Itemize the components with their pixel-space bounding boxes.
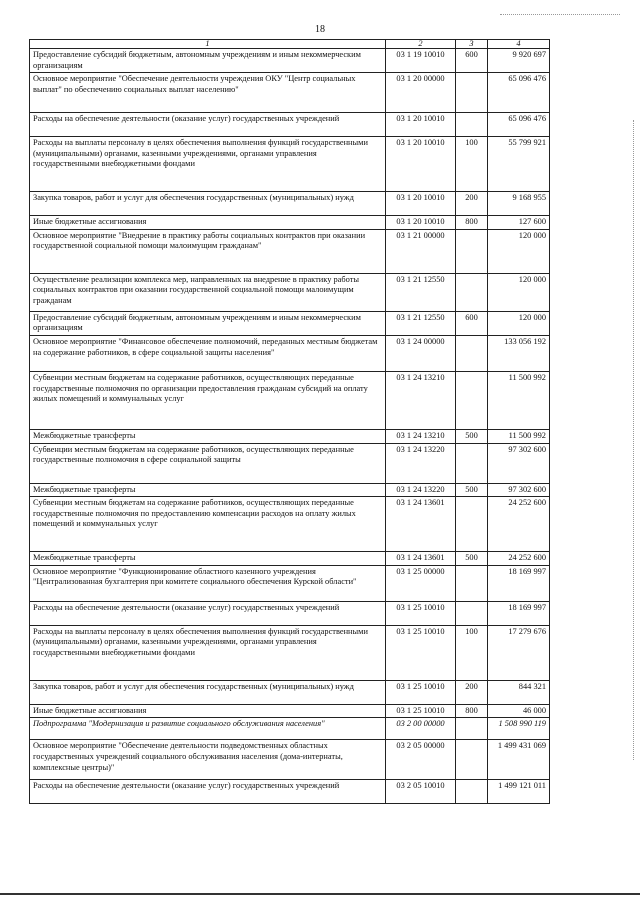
row-expense-type: 500	[456, 429, 488, 443]
scan-mark-side	[630, 120, 634, 760]
row-expense-type	[456, 371, 488, 429]
row-code: 03 1 20 10010	[386, 137, 456, 192]
table-row	[30, 552, 550, 566]
row-code: 03 1 25 10010	[386, 704, 456, 718]
row-amount: 46 000	[488, 704, 550, 718]
row-amount: 1 508 990 119	[488, 718, 550, 740]
table-row	[30, 565, 550, 601]
row-code: 03 1 24 13210	[386, 371, 456, 429]
row-expense-type	[456, 740, 488, 780]
row-code: 03 1 24 00000	[386, 335, 456, 371]
row-code: 03 1 20 10010	[386, 192, 456, 216]
row-code: 03 2 00 00000	[386, 718, 456, 740]
row-name: Основное мероприятие "Обеспечение деятельности подведомственных областных государственных учреждений социального обслуживания населения (дома-интернаты, комплексные центры)"	[30, 740, 386, 780]
row-name: Субвенции местным бюджетам на содержание работников, осуществляющих переданные государственные полномочия в сфере социальной защиты	[30, 443, 386, 483]
row-name: Субвенции местным бюджетам на содержание работников, осуществляющих переданные государственные полномочия по организации предоставления гражданам субсидий на оплату жилых помещений и коммунальных услуг	[30, 371, 386, 429]
row-name: Межбюджетные трансферты	[30, 483, 386, 497]
row-code: 03 1 21 12550	[386, 311, 456, 335]
table-row	[30, 216, 550, 230]
row-expense-type: 600	[456, 49, 488, 73]
table-row	[30, 335, 550, 371]
table-row	[30, 704, 550, 718]
row-amount: 24 252 600	[488, 552, 550, 566]
row-name: Основное мероприятие "Внедрение в практику работы социальных контрактов при оказании государственной социальной помощи малоимущим гражданам"	[30, 229, 386, 273]
row-expense-type: 100	[456, 625, 488, 680]
row-name: Осуществление реализации комплекса мер, направленных на внедрение в практику работы социальных контрактов при оказании государственной социальной помощи малоимущим гражданам	[30, 273, 386, 311]
row-amount: 18 169 997	[488, 565, 550, 601]
row-expense-type	[456, 273, 488, 311]
row-name: Подпрограмма "Модернизация и развитие социального обслуживания населения"	[30, 718, 386, 740]
row-amount: 11 500 992	[488, 371, 550, 429]
row-code: 03 1 24 13601	[386, 497, 456, 552]
row-amount: 127 600	[488, 216, 550, 230]
table-row	[30, 625, 550, 680]
row-code: 03 1 21 00000	[386, 229, 456, 273]
row-name: Расходы на выплаты персоналу в целях обеспечения выполнения функций государственными (муниципальными) органами, казенными учреждениями, органами управления государственными внебюджетными фондами	[30, 137, 386, 192]
row-code: 03 1 20 10010	[386, 113, 456, 137]
table-row	[30, 73, 550, 113]
row-expense-type: 500	[456, 552, 488, 566]
table-row	[30, 680, 550, 704]
table-row	[30, 311, 550, 335]
page-number: 18	[315, 24, 325, 35]
row-name: Основное мероприятие "Функционирование областного казенного учреждения "Централизованная бухгалтерия при комитете социального обеспечения Курской области"	[30, 565, 386, 601]
row-code: 03 1 25 10010	[386, 601, 456, 625]
table-row	[30, 443, 550, 483]
row-expense-type: 800	[456, 216, 488, 230]
row-expense-type	[456, 497, 488, 552]
table-row	[30, 483, 550, 497]
row-amount: 24 252 600	[488, 497, 550, 552]
row-expense-type	[456, 443, 488, 483]
row-name: Закупка товаров, работ и услуг для обеспечения государственных (муниципальных) нужд	[30, 680, 386, 704]
row-name: Межбюджетные трансферты	[30, 552, 386, 566]
row-expense-type	[456, 780, 488, 804]
table-row	[30, 49, 550, 73]
row-code: 03 1 24 13220	[386, 483, 456, 497]
row-name: Расходы на обеспечение деятельности (оказание услуг) государственных учреждений	[30, 601, 386, 625]
row-code: 03 1 25 00000	[386, 565, 456, 601]
row-expense-type	[456, 73, 488, 113]
row-amount: 65 096 476	[488, 73, 550, 113]
table-row	[30, 137, 550, 192]
row-code: 03 2 05 10010	[386, 780, 456, 804]
row-amount: 120 000	[488, 229, 550, 273]
table-row	[30, 601, 550, 625]
row-code: 03 2 05 00000	[386, 740, 456, 780]
row-amount: 11 500 992	[488, 429, 550, 443]
table-row	[30, 780, 550, 804]
row-expense-type: 500	[456, 483, 488, 497]
row-name: Основное мероприятие "Финансовое обеспечение полномочий, переданных местным бюджетам на содержание работников, в сфере социальной защиты населения"	[30, 335, 386, 371]
row-amount: 1 499 121 011	[488, 780, 550, 804]
table-row	[30, 113, 550, 137]
row-amount: 65 096 476	[488, 113, 550, 137]
row-amount: 18 169 997	[488, 601, 550, 625]
table-row	[30, 718, 550, 740]
row-expense-type: 200	[456, 680, 488, 704]
row-amount: 120 000	[488, 311, 550, 335]
row-amount: 97 302 600	[488, 443, 550, 483]
row-expense-type: 200	[456, 192, 488, 216]
table-row	[30, 740, 550, 780]
header-col-1: 1	[30, 40, 386, 49]
table-row	[30, 273, 550, 311]
row-name: Расходы на обеспечение деятельности (оказание услуг) государственных учреждений	[30, 780, 386, 804]
row-code: 03 1 20 10010	[386, 216, 456, 230]
row-name: Межбюджетные трансферты	[30, 429, 386, 443]
row-code: 03 1 21 12550	[386, 273, 456, 311]
table-row	[30, 497, 550, 552]
page-bottom-rule	[0, 893, 640, 895]
table-row	[30, 371, 550, 429]
row-expense-type	[456, 335, 488, 371]
row-code: 03 1 25 10010	[386, 680, 456, 704]
row-name: Субвенции местным бюджетам на содержание работников, осуществляющих переданные государственные полномочия по предоставлению компенсации расходов на оплату жилых помещений и коммунальных услуг	[30, 497, 386, 552]
row-amount: 97 302 600	[488, 483, 550, 497]
row-expense-type	[456, 229, 488, 273]
row-expense-type	[456, 113, 488, 137]
budget-table	[29, 39, 550, 804]
row-expense-type: 600	[456, 311, 488, 335]
table-body	[30, 49, 550, 804]
row-amount: 9 920 697	[488, 49, 550, 73]
row-name: Закупка товаров, работ и услуг для обеспечения государственных (муниципальных) нужд	[30, 192, 386, 216]
row-amount: 9 168 955	[488, 192, 550, 216]
header-col-4: 4	[488, 40, 550, 49]
row-code: 03 1 24 13601	[386, 552, 456, 566]
row-name: Расходы на обеспечение деятельности (оказание услуг) государственных учреждений	[30, 113, 386, 137]
row-code: 03 1 19 10010	[386, 49, 456, 73]
row-expense-type	[456, 565, 488, 601]
row-code: 03 1 24 13210	[386, 429, 456, 443]
row-amount: 17 279 676	[488, 625, 550, 680]
row-amount: 133 056 192	[488, 335, 550, 371]
header-row	[30, 40, 550, 49]
row-amount: 1 499 431 069	[488, 740, 550, 780]
row-name: Основное мероприятие "Обеспечение деятельности учреждения ОКУ "Центр социальных выплат" по обеспечению социальных выплат населению"	[30, 73, 386, 113]
row-expense-type: 100	[456, 137, 488, 192]
row-expense-type	[456, 718, 488, 740]
row-amount: 120 000	[488, 273, 550, 311]
header-col-2: 2	[386, 40, 456, 49]
table-row	[30, 429, 550, 443]
row-name: Предоставление субсидий бюджетным, автономным учреждениям и иным некоммерческим организациям	[30, 49, 386, 73]
table-row	[30, 229, 550, 273]
row-name: Расходы на выплаты персоналу в целях обеспечения выполнения функций государственными (муниципальными) органами, казенными учреждениями, органами управления государственными внебюджетными фондами	[30, 625, 386, 680]
row-code: 03 1 20 00000	[386, 73, 456, 113]
row-code: 03 1 25 10010	[386, 625, 456, 680]
row-amount: 55 799 921	[488, 137, 550, 192]
header-col-3: 3	[456, 40, 488, 49]
row-amount: 844 321	[488, 680, 550, 704]
row-expense-type: 800	[456, 704, 488, 718]
row-name: Предоставление субсидий бюджетным, автономным учреждениям и иным некоммерческим организациям	[30, 311, 386, 335]
scan-mark-top	[500, 14, 620, 16]
row-code: 03 1 24 13220	[386, 443, 456, 483]
row-expense-type	[456, 601, 488, 625]
table-row	[30, 192, 550, 216]
row-name: Иные бюджетные ассигнования	[30, 216, 386, 230]
row-name: Иные бюджетные ассигнования	[30, 704, 386, 718]
